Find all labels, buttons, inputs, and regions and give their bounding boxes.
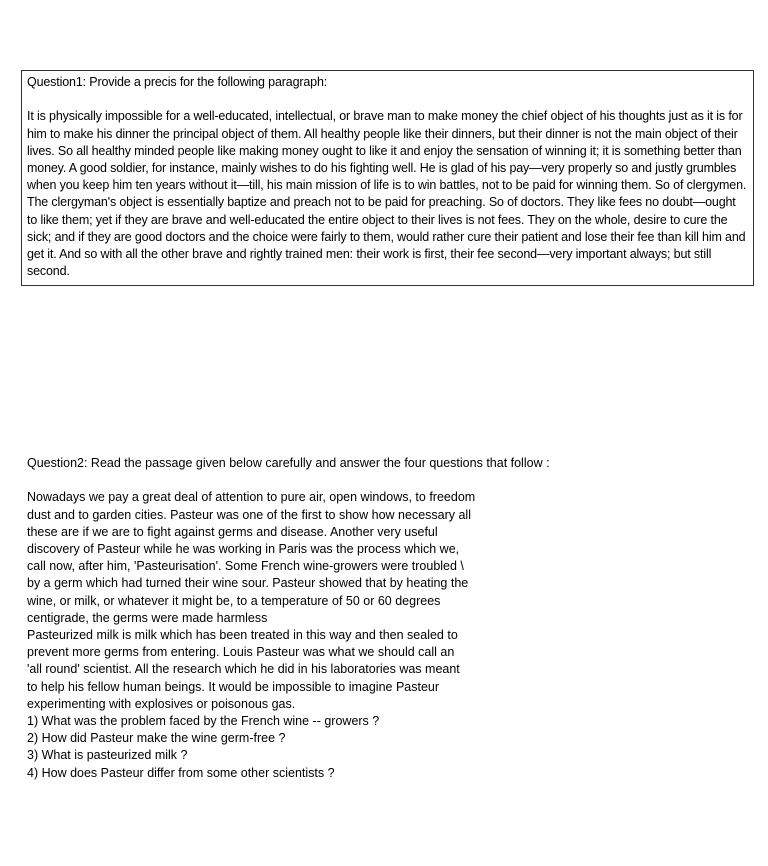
- question2-heading: Question2: Read the passage given below carefully and answer the four questions that follow :: [27, 456, 550, 470]
- passage-line: 'all round' scientist. All the research which he did in his laboratories was meant: [27, 662, 460, 677]
- passage-line: dust and to garden cities. Pasteur was one of the first to show how necessary all: [27, 507, 471, 522]
- passage-line: discovery of Pasteur while he was working in Paris was the process which we,: [27, 542, 460, 556]
- question-item: 4) How does Pasteur differ from some other scientists ?: [27, 765, 335, 780]
- passage-line: experimenting with explosives or poisonous gas.: [27, 696, 296, 711]
- question-item: 2) How did Pasteur make the wine germ-free ?: [27, 731, 286, 746]
- passage-line: call now, after him, 'Pasteurisation'. Some French wine-growers were troubled \: [27, 559, 464, 574]
- passage-line: by a germ which had turned their wine sour. Pasteur showed that by heating the: [27, 576, 469, 591]
- question1-box: [21, 70, 754, 286]
- question1-heading: Question1: Provide a precis for the following paragraph:: [27, 75, 328, 89]
- passage-line: wine, or milk, or whatever it might be, to a temperature of 50 or 60 degrees: [27, 593, 441, 608]
- passage-line: Nowadays we pay a great deal of attention to pure air, open windows, to freedom: [27, 490, 476, 505]
- question2-section: [27, 455, 747, 782]
- question-item: 1) What was the problem faced by the French wine -- growers ?: [27, 714, 380, 729]
- question2-passage: [27, 489, 747, 713]
- passage-line: these are if we are to fight against germs and disease. Another very useful: [27, 524, 438, 539]
- question-item: 3) What is pasteurized milk ?: [27, 748, 188, 763]
- passage-line: centigrade, the germs were made harmless: [27, 610, 268, 625]
- passage-line: Pasteurized milk is milk which has been treated in this way and then sealed to: [27, 628, 458, 643]
- passage-line: prevent more germs from entering. Louis Pasteur was what we should call an: [27, 645, 455, 660]
- passage-line: to help his fellow human beings. It would be impossible to imagine Pasteur: [27, 679, 440, 694]
- question2-question-list: [27, 713, 747, 782]
- question1-paragraph: It is physically impossible for a well-educated, intellectual, or brave man to make money the chief object of his thoughts just as it is for him to make his dinner the principal object of them. All healthy people like their dinners, but their dinner is not the main object of their lives. So all healthy minded people like making money ought to like it and enjoy the sensation of winning it; it is something better than money. A good soldier, for instance, mainly wishes to do his fighting well. He is glad of his pay—very properly so and justly grumbles when you keep him ten years without it—till, his main mission of life is to win battles, not to be paid for winning them. So of clergymen. The clergyman's object is essentially baptize and preach not to be paid for preaching. So of doctors. They like fees no doubt—ought to like them; yet if they are brave and well-educated the entire object to their lives is not fees. They on the whole, desire to cure the sick; and if they are good doctors and the choice were fairly to them, would rather cure their patient and lose their fee than kill him and get it. And so with all the other brave and rightly trained men: their work is first, their fee second—very important always; but still second.: [27, 109, 747, 279]
